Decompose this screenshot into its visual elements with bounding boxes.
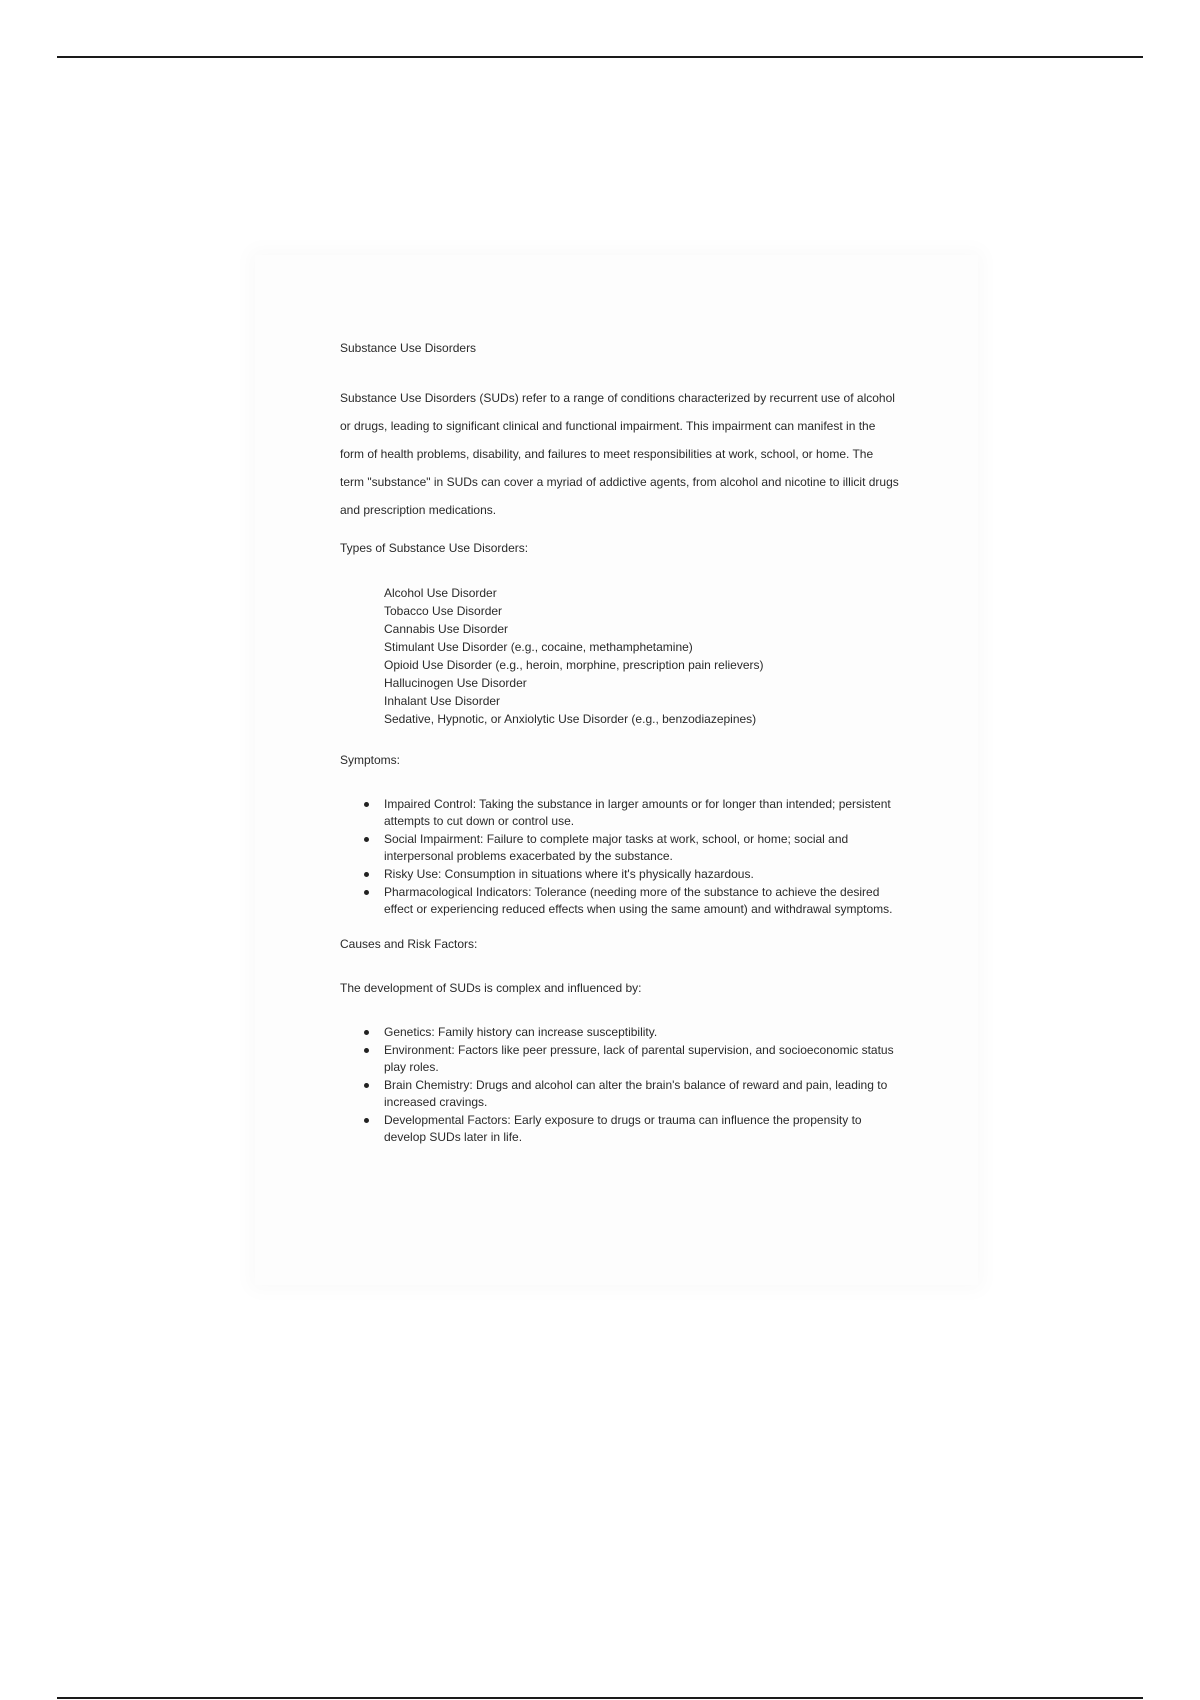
list-item-text: Genetics: Family history can increase susceptibility. (384, 1025, 658, 1039)
list-item: Inhalant Use Disorder (384, 694, 501, 708)
list-item: Stimulant Use Disorder (e.g., cocaine, methamphetamine) (384, 640, 693, 654)
list-item (384, 1112, 900, 1146)
symptoms-heading: Symptoms: (340, 753, 401, 767)
bullet-icon (364, 802, 369, 807)
list-item: Tobacco Use Disorder (384, 604, 503, 618)
list-item: Hallucinogen Use Disorder (384, 676, 527, 690)
causes-list (340, 1024, 900, 1146)
bullet-icon (364, 1083, 369, 1088)
list-item-text: Brain Chemistry: Drugs and alcohol can alter the brain's balance of reward and pain, leading to increased cravings. (384, 1078, 888, 1109)
causes-heading: Causes and Risk Factors: (340, 937, 478, 951)
intro-paragraph: Substance Use Disorders (SUDs) refer to a range of conditions characterized by recurrent use of alcohol or drugs, leading to significant clinical and functional impairment. This impairment can manifest in the form of health problems, disability, and failures to meet responsibilities at work, school, or home. The term "substance" in SUDs can cover a myriad of addictive agents, from alcohol and nicotine to illicit drugs and prescription medications. (340, 391, 899, 517)
bullet-icon (364, 837, 369, 842)
list-item (384, 1024, 900, 1041)
list-item (384, 866, 900, 883)
list-item-text: Environment: Factors like peer pressure, lack of parental supervision, and socioeconomic status play roles. (384, 1043, 894, 1074)
bullet-icon (364, 890, 369, 895)
list-item (384, 831, 900, 865)
list-item (384, 884, 900, 918)
bullet-icon (364, 1048, 369, 1053)
list-item (384, 1077, 900, 1111)
bullet-icon (364, 1118, 369, 1123)
symptoms-list (340, 796, 900, 918)
bullet-icon (364, 872, 369, 877)
list-item (384, 1042, 900, 1076)
bullet-icon (364, 1030, 369, 1035)
list-item: Cannabis Use Disorder (384, 622, 509, 636)
list-item-text: Developmental Factors: Early exposure to drugs or trauma can influence the propensity to develop SUDs later in life. (384, 1113, 862, 1144)
types-heading: Types of Substance Use Disorders: (340, 541, 529, 555)
list-item-text: Pharmacological Indicators: Tolerance (needing more of the substance to achieve the desired effect or experiencing reduced effects when using the same amount) and withdrawal symptoms. (384, 885, 893, 916)
top-divider (57, 56, 1143, 58)
list-item: Opioid Use Disorder (e.g., heroin, morphine, prescription pain relievers) (384, 658, 764, 672)
list-item: Alcohol Use Disorder (384, 586, 497, 600)
document-title: Substance Use Disorders (340, 341, 477, 355)
list-item-text: Risky Use: Consumption in situations where it's physically hazardous. (384, 867, 754, 881)
document-content (340, 340, 900, 1147)
list-item-text: Social Impairment: Failure to complete major tasks at work, school, or home; social and interpersonal problems exacerbated by the substance. (384, 832, 849, 863)
bottom-divider (57, 1697, 1143, 1699)
list-item-text: Impaired Control: Taking the substance in larger amounts or for longer than intended; persistent attempts to cut down or control use. (384, 797, 891, 828)
causes-intro: The development of SUDs is complex and influenced by: (340, 981, 642, 995)
list-item: Sedative, Hypnotic, or Anxiolytic Use Disorder (e.g., benzodiazepines) (384, 712, 757, 726)
types-list (384, 584, 900, 728)
list-item (384, 796, 900, 830)
